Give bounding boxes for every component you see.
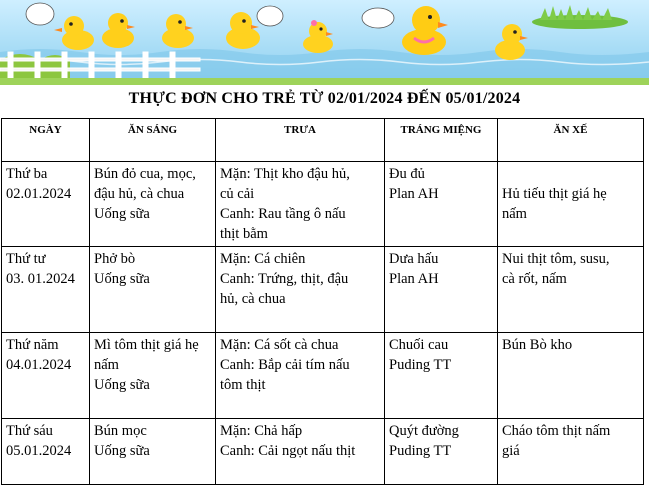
- dessert-item: Puding TT: [389, 443, 452, 459]
- breakfast-item: đậu hủ, cà chua: [94, 186, 185, 202]
- header-lunch: TRƯA: [216, 119, 385, 162]
- dessert-item: Plan AH: [389, 186, 439, 202]
- table-row: [2, 419, 644, 485]
- lunch-item: Canh: Rau tầng ô nấu: [220, 206, 346, 222]
- lunch-cell: [216, 247, 385, 333]
- header-banner: [0, 0, 649, 85]
- day-cell: [2, 419, 90, 485]
- snack-item: Cháo tôm thịt nấm: [502, 423, 611, 439]
- duck-icon: [54, 16, 94, 50]
- breakfast-item: Uống sữa: [94, 271, 150, 287]
- day-date: 03. 01.2024: [6, 271, 75, 287]
- breakfast-cell: [90, 333, 216, 419]
- snack-cell: [498, 162, 644, 247]
- snack-item: Bún Bò kho: [502, 337, 573, 353]
- breakfast-item: Bún đỏ cua, mọc,: [94, 166, 196, 182]
- lunch-cell: [216, 419, 385, 485]
- menu-table: [1, 118, 644, 485]
- day-cell: [2, 247, 90, 333]
- duck-icon: [226, 12, 260, 49]
- breakfast-item: Uống sữa: [94, 443, 150, 459]
- lunch-item: củ cải: [220, 186, 255, 202]
- header-dessert: TRÁNG MIỆNG: [385, 119, 498, 162]
- dessert-cell: [385, 419, 498, 485]
- breakfast-item: Uống sữa: [94, 377, 150, 393]
- lunch-cell: [216, 162, 385, 247]
- page-title: THỰC ĐƠN CHO TRẺ TỪ 02/01/2024 ĐẾN 05/01/2024: [128, 90, 521, 107]
- day-cell: [2, 333, 90, 419]
- lunch-item: Canh: Trứng, thịt, đậu: [220, 271, 349, 287]
- dessert-item: Chuối cau: [389, 337, 449, 353]
- snack-item: Hủ tiếu thịt giá hẹ: [502, 186, 607, 202]
- table-header-row: [2, 119, 644, 162]
- day-name: Thứ năm: [6, 337, 59, 353]
- breakfast-item: nấm: [94, 357, 119, 373]
- lunch-item: thịt bằm: [220, 226, 268, 242]
- snack-cell: [498, 419, 644, 485]
- table-row: [2, 162, 644, 247]
- day-name: Thứ tư: [6, 251, 46, 267]
- duck-icon: [162, 14, 194, 48]
- header-day: NGÀY: [2, 119, 90, 162]
- breakfast-cell: [90, 162, 216, 247]
- ducks-illustration: [0, 0, 649, 85]
- dessert-item: Đu đủ: [389, 166, 425, 182]
- breakfast-item: Mì tôm thịt giá hẹ: [94, 337, 199, 353]
- lunch-item: Mặn: Cá chiên: [220, 251, 306, 267]
- snack-cell: [498, 247, 644, 333]
- breakfast-cell: [90, 419, 216, 485]
- day-date: 02.01.2024: [6, 186, 72, 202]
- table-row: [2, 247, 644, 333]
- duck-icon: [102, 13, 135, 48]
- day-date: 04.01.2024: [6, 357, 72, 373]
- breakfast-item: Uống sữa: [94, 206, 150, 222]
- breakfast-item: Bún mọc: [94, 423, 147, 439]
- snack-item: Nui thịt tôm, susu,: [502, 251, 610, 267]
- lunch-item: Mặn: Thịt kho đậu hủ,: [220, 166, 350, 182]
- duck-icon: [402, 6, 448, 55]
- lunch-item: Mặn: Chả hấp: [220, 423, 303, 439]
- lunch-item: tôm thịt: [220, 377, 266, 393]
- duck-icon: [495, 24, 528, 60]
- dessert-cell: [385, 162, 498, 247]
- day-date: 05.01.2024: [6, 443, 72, 459]
- dessert-item: Dưa hấu: [389, 251, 439, 267]
- snack-item: [502, 164, 639, 184]
- breakfast-item: Phở bò: [94, 251, 136, 267]
- breakfast-cell: [90, 247, 216, 333]
- dessert-cell: [385, 333, 498, 419]
- table-row: [2, 333, 644, 419]
- lunch-item: Canh: Cải ngọt nấu thịt: [220, 443, 356, 459]
- snack-item: cà rốt, nấm: [502, 271, 567, 287]
- dessert-cell: [385, 247, 498, 333]
- dessert-item: Plan AH: [389, 271, 439, 287]
- day-name: Thứ sáu: [6, 423, 53, 439]
- snack-item: giá: [502, 443, 520, 459]
- duck-icon: [303, 20, 333, 53]
- header-breakfast: ĂN SÁNG: [90, 119, 216, 162]
- header-snack: ĂN XẾ: [498, 119, 644, 162]
- lunch-item: Canh: Bắp cải tím nấu: [220, 357, 350, 373]
- lunch-item: hủ, cà chua: [220, 291, 286, 307]
- day-cell: [2, 162, 90, 247]
- dessert-item: Quýt đường: [389, 423, 459, 439]
- snack-cell: [498, 333, 644, 419]
- day-name: Thứ ba: [6, 166, 48, 182]
- dessert-item: Puding TT: [389, 357, 452, 373]
- lunch-cell: [216, 333, 385, 419]
- lunch-item: Mặn: Cá sốt cà chua: [220, 337, 339, 353]
- snack-item: nấm: [502, 206, 527, 222]
